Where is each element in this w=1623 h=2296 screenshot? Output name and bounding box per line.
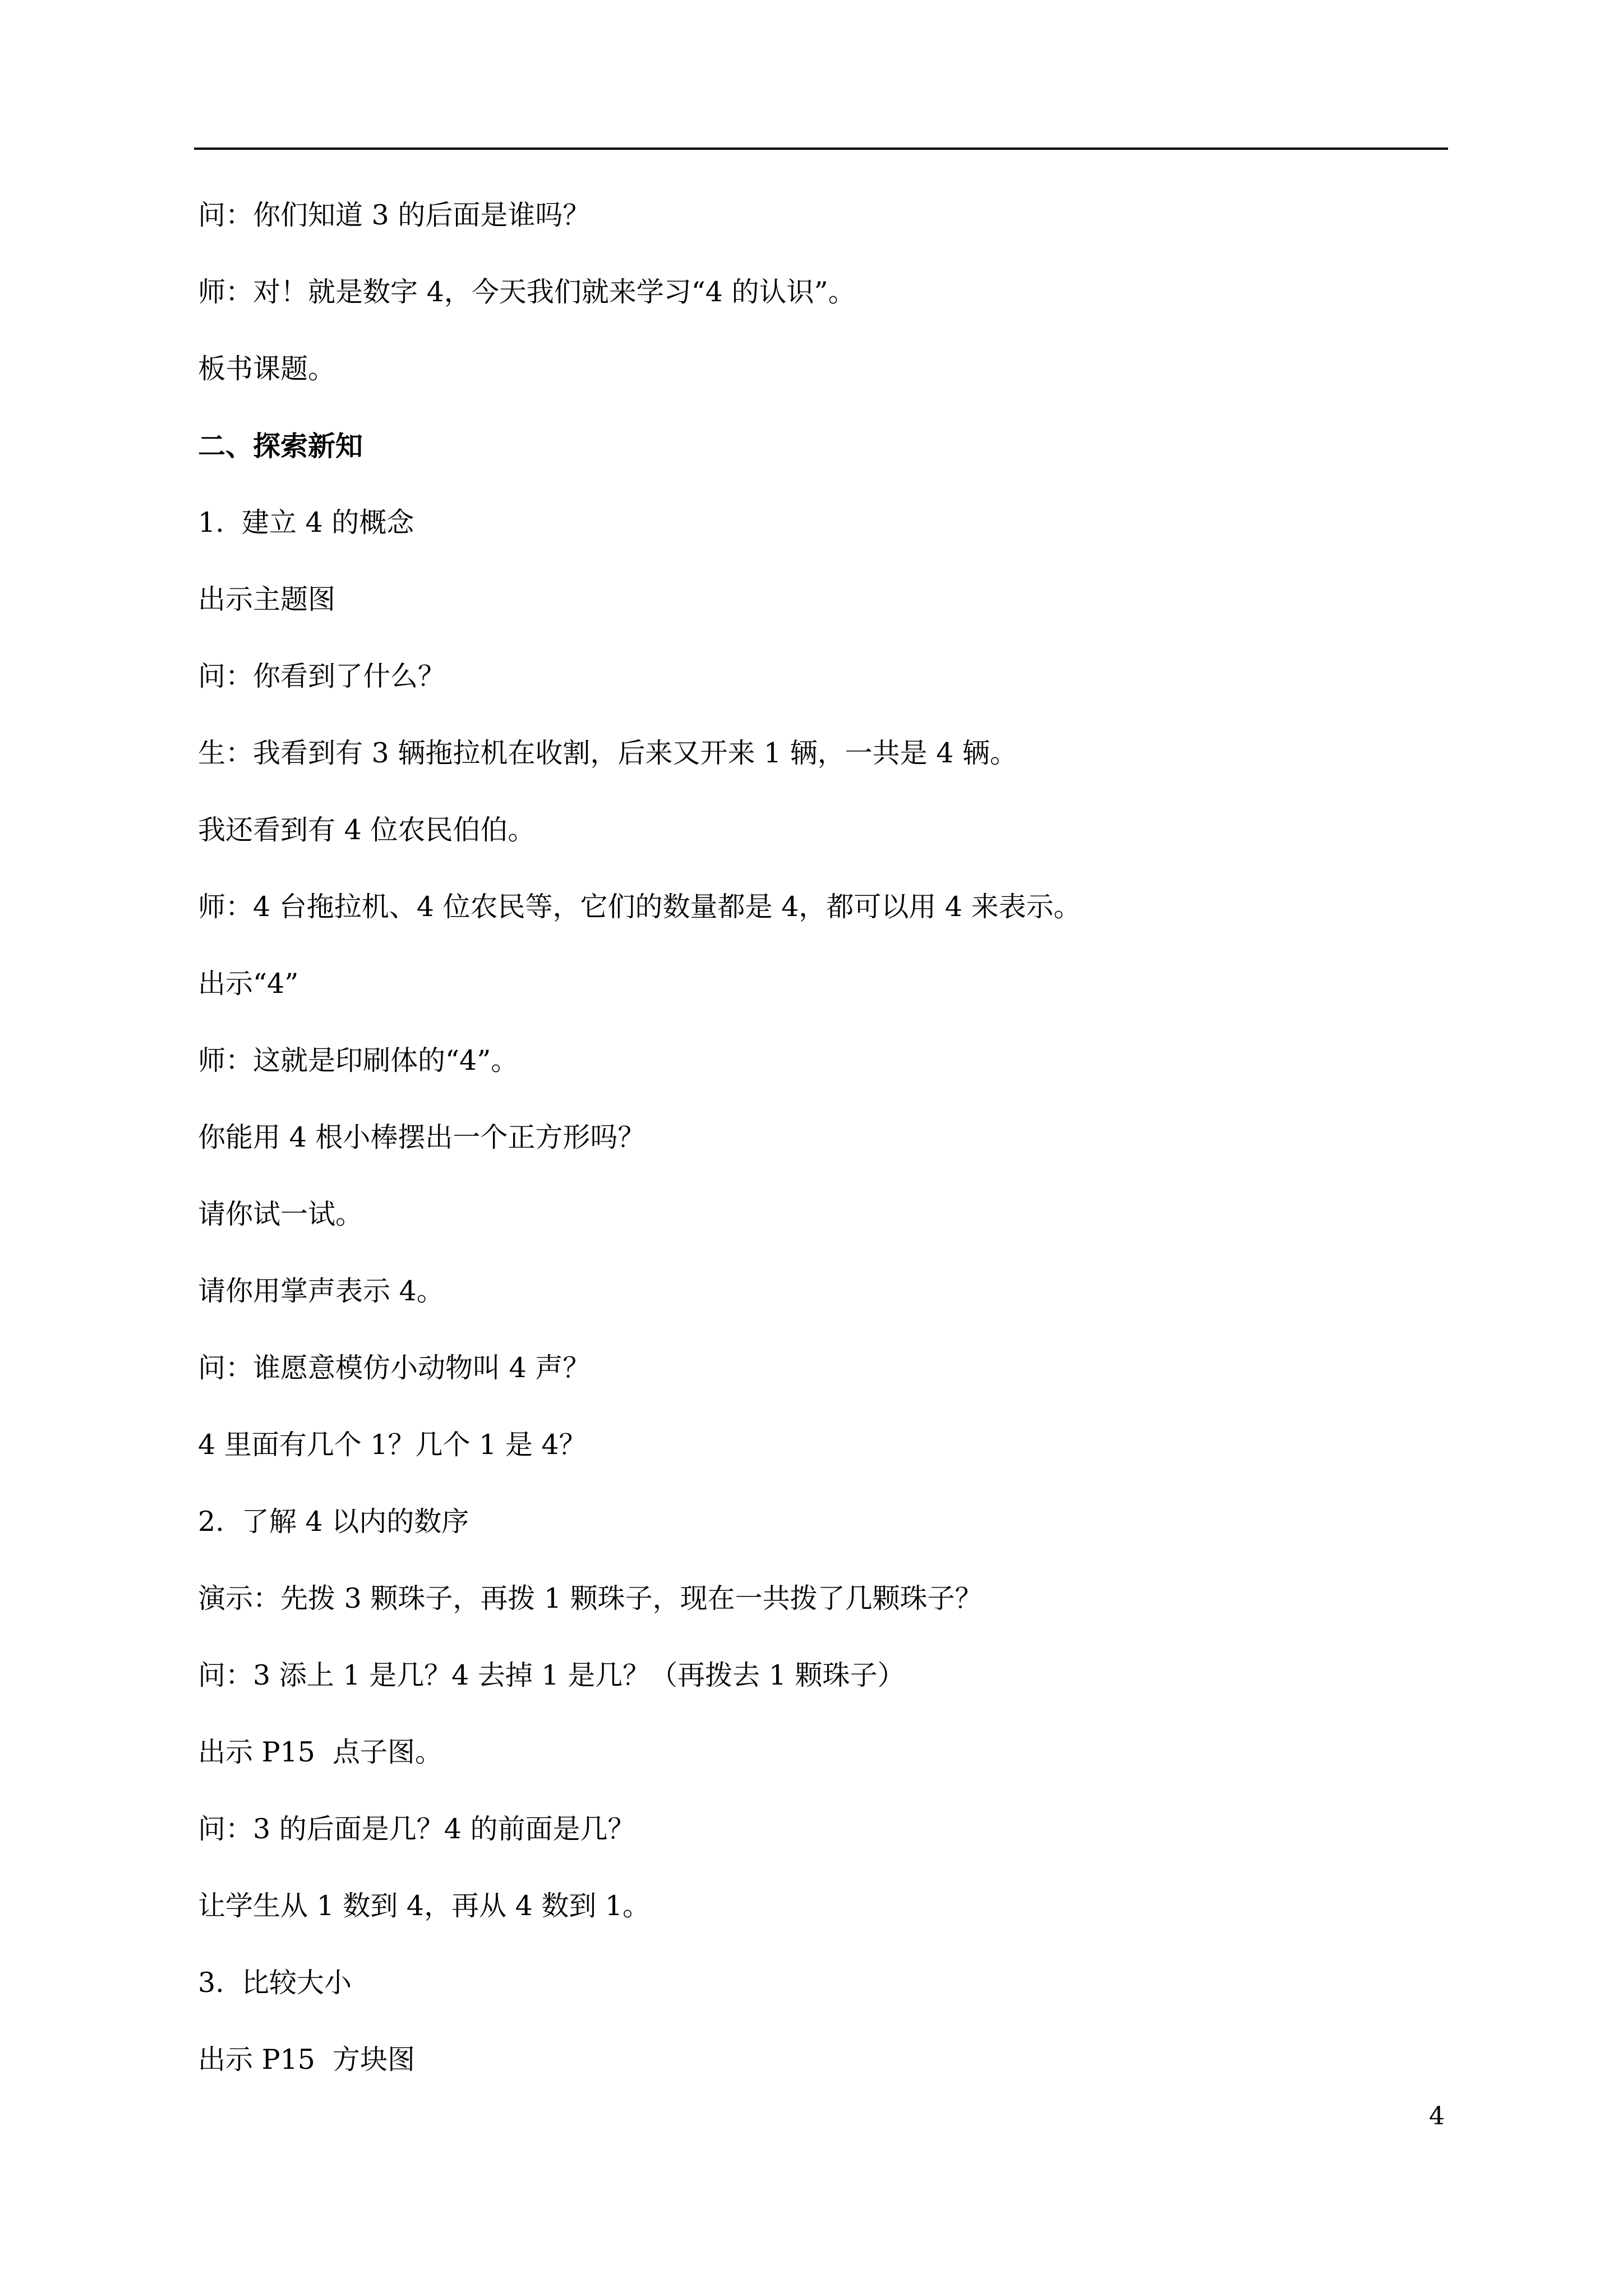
- text-line: 出示“4”: [198, 968, 299, 1000]
- page-number: 4: [1429, 2102, 1445, 2131]
- subsection-heading: 3. 比较大小: [198, 1967, 352, 1999]
- text-line: 出示主题图: [198, 583, 336, 615]
- subsection-heading: 1. 建立 4 的概念: [198, 507, 414, 539]
- text-line: 师：对！就是数字 4，今天我们就来学习“4 的认识”。: [198, 276, 856, 308]
- text-line: 问：3 的后面是几？4 的前面是几？: [198, 1813, 635, 1845]
- text-line: 4 里面有几个 1？几个 1 是 4？: [198, 1429, 587, 1461]
- document-body: [198, 194, 1432, 2115]
- section-heading: 二、探索新知: [198, 430, 363, 462]
- text-line: 问：谁愿意模仿小动物叫 4 声？: [198, 1352, 591, 1384]
- text-line: 生：我看到有 3 辆拖拉机在收割，后来又开来 1 辆，一共是 4 辆。: [198, 737, 1017, 769]
- text-line: 问：你们知道 3 的后面是谁吗？: [198, 199, 591, 231]
- text-line: 师：这就是印刷体的“4”。: [198, 1045, 519, 1076]
- text-line: 问：3 添上 1 是几？4 去掉 1 是几？（再拨去 1 颗珠子）: [198, 1659, 905, 1691]
- text-line: 请你试一试。: [198, 1198, 363, 1230]
- text-line: 板书课题。: [198, 353, 336, 385]
- text-line: 让学生从 1 数到 4，再从 4 数到 1。: [198, 1890, 651, 1922]
- text-line: 请你用掌声表示 4。: [198, 1275, 444, 1307]
- header-rule: [194, 148, 1448, 150]
- text-line: 出示 P15 点子图。: [198, 1736, 443, 1768]
- subsection-heading: 2. 了解 4 以内的数序: [198, 1506, 469, 1538]
- text-line: 师：4 台拖拉机、4 位农民等，它们的数量都是 4，都可以用 4 来表示。: [198, 891, 1081, 923]
- text-line: 你能用 4 根小棒摆出一个正方形吗？: [198, 1121, 645, 1153]
- text-line: 我还看到有 4 位农民伯伯。: [198, 814, 536, 846]
- text-line: 出示 P15 方块图: [198, 2044, 416, 2076]
- text-line: 演示：先拨 3 颗珠子，再拨 1 颗珠子，现在一共拨了几颗珠子？: [198, 1582, 983, 1614]
- text-line: 问：你看到了什么？: [198, 660, 446, 692]
